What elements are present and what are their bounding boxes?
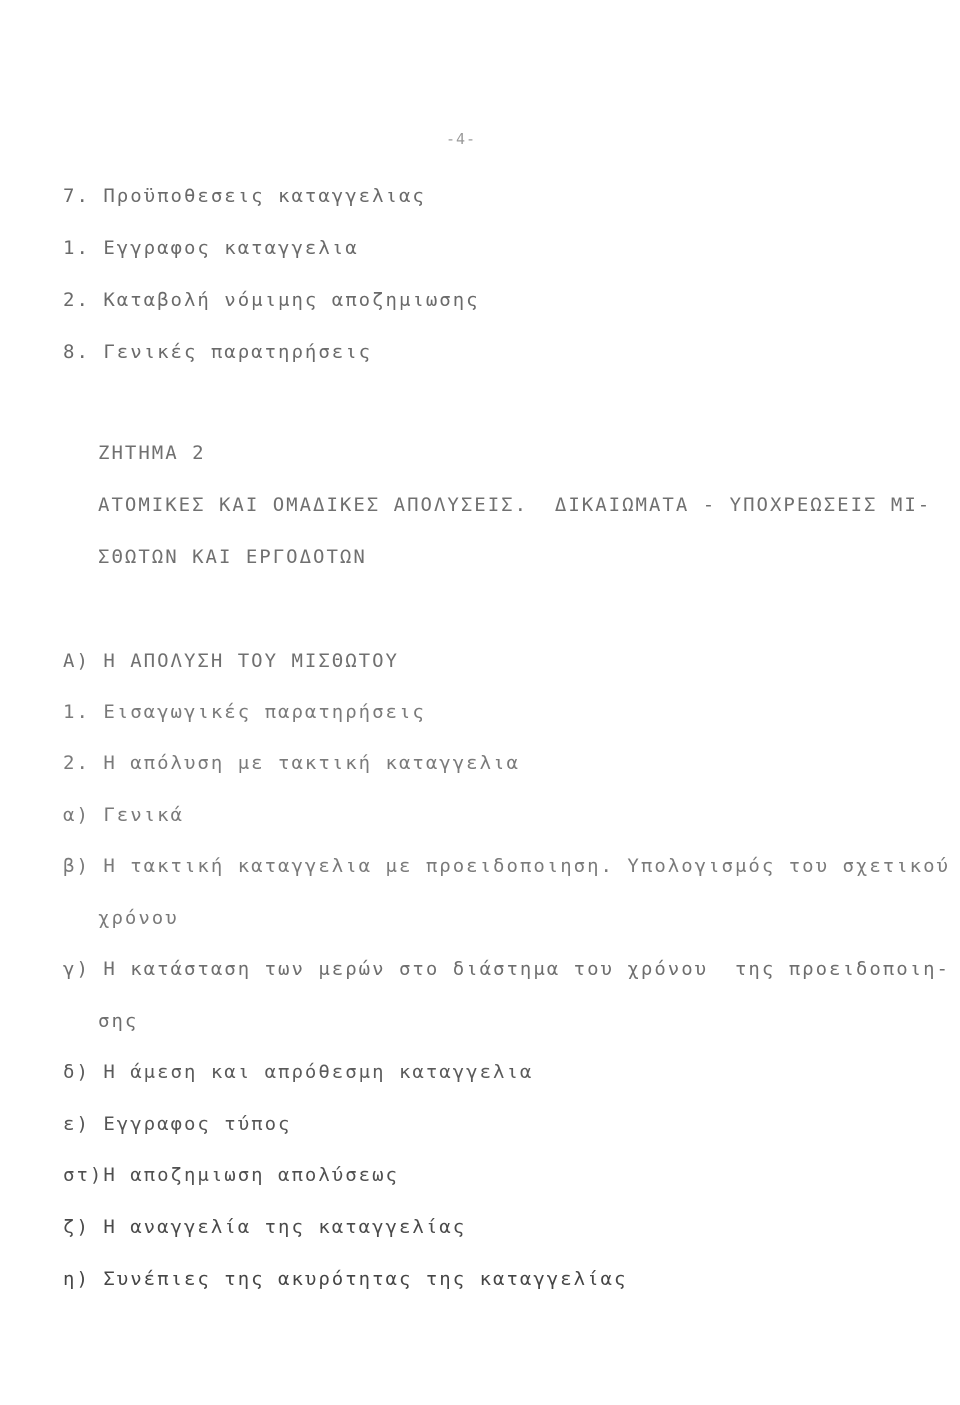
subsection-heading-a: Α) Η ΑΠΟΛΥΣΗ ΤΟΥ ΜΙΣΘΩΤΟΥ	[63, 650, 399, 672]
section-title-line-2: ΣΘΩΤΩΝ ΚΑΙ ΕΡΓΟΔΟΤΩΝ	[98, 546, 367, 568]
toc-subitem-2: 2. Καταβολή νόμιμης αποζημιωσης	[63, 289, 480, 311]
toc-item-gamma: γ) Η κατάσταση των μερών στο διάστημα του χρόνου της προειδοποιη-	[63, 958, 950, 980]
toc-item-8: 8. Γενικές παρατηρήσεις	[63, 341, 373, 363]
toc-item-zeta: ζ) Η αναγγελία της καταγγελίας	[63, 1216, 467, 1238]
toc-item-alpha: α) Γενικά	[63, 804, 184, 826]
toc-item-gamma-cont: σης	[98, 1010, 139, 1032]
section-title-line-1: ΑΤΟΜΙΚΕΣ ΚΑΙ ΟΜΑΔΙΚΕΣ ΑΠΟΛΥΣΕΙΣ. ΔΙΚΑΙΩΜΑΤΑ - ΥΠΟΧΡΕΩΣΕΙΣ ΜΙ-	[98, 494, 932, 516]
toc-item-beta: β) Η τακτική καταγγελια με προειδοποιηση. Υπολογισμός του σχετικού	[63, 855, 950, 877]
toc-subitem-1-intro: 1. Εισαγωγικές παρατηρήσεις	[63, 701, 426, 723]
section-heading: ΖΗΤΗΜΑ 2	[98, 442, 206, 464]
toc-subitem-1: 1. Εγγραφος καταγγελια	[63, 237, 359, 259]
toc-subitem-2-dismissal: 2. Η απόλυση με τακτική καταγγελια	[63, 752, 520, 774]
toc-item-delta: δ) Η άμεση και απρόθεσμη καταγγελια	[63, 1061, 534, 1083]
toc-item-epsilon: ε) Εγγραφος τύπος	[63, 1113, 292, 1135]
toc-item-beta-cont: χρόνου	[98, 907, 179, 929]
toc-item-eta: η) Συνέπιες της ακυρότητας της καταγγελίας	[63, 1268, 628, 1290]
toc-item-7: 7. Προϋποθεσεις καταγγελιας	[63, 185, 426, 207]
toc-item-st: στ)Η αποζημιωση απολύσεως	[63, 1164, 399, 1186]
page-number: -4-	[446, 130, 477, 148]
